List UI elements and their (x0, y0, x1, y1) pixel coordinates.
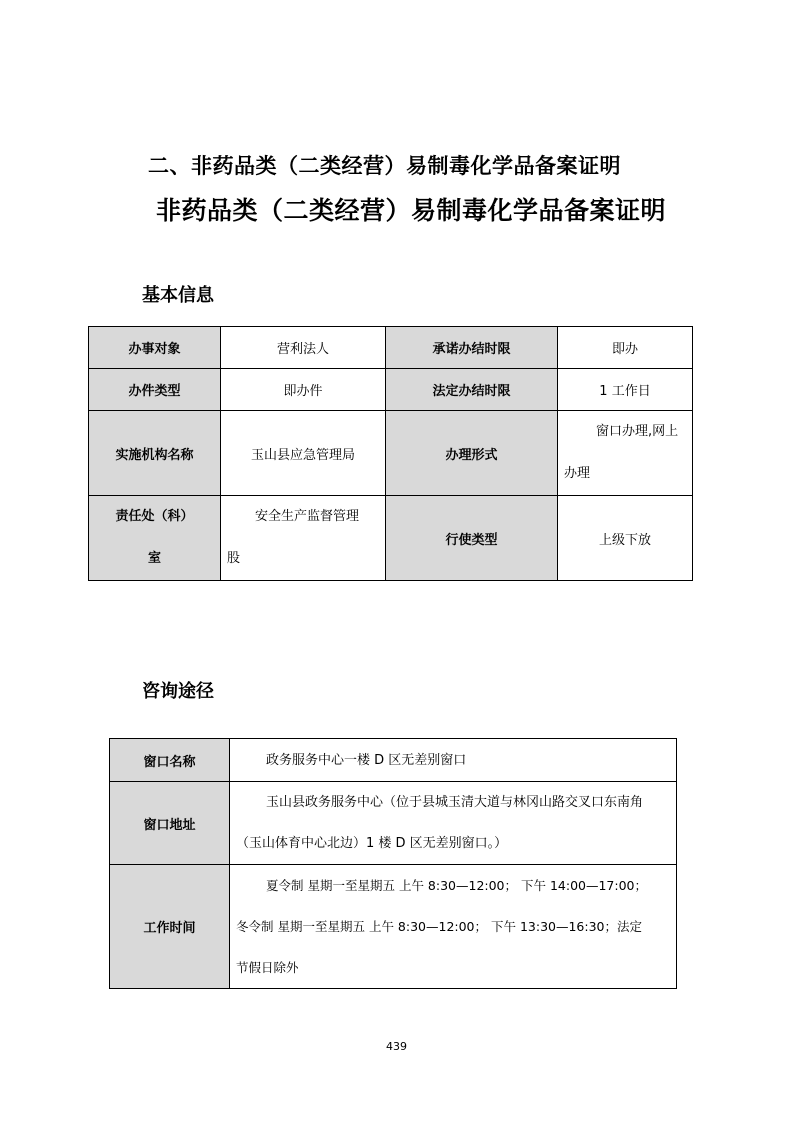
value-case-type: 即办件 (221, 369, 386, 411)
working-hours-line2: 冬令制 星期一至星期五 上午 8:30—12:00； 下午 13:30—16:30；法定 (236, 919, 643, 934)
document-title: 非药品类（二类经营）易制毒化学品备案证明 (156, 196, 667, 225)
value-promised-time: 即办 (558, 327, 693, 369)
table-row (110, 739, 677, 782)
value-responsible-dept (221, 496, 386, 581)
value-legal-time: 1 工作日 (558, 369, 693, 411)
label-exercise-type: 行使类型 (386, 496, 558, 581)
value-agency: 玉山县应急管理局 (221, 411, 386, 496)
table-row (89, 411, 693, 496)
table-row (110, 865, 677, 989)
value-handling-form (558, 411, 693, 496)
label-working-hours: 工作时间 (110, 865, 230, 989)
label-handling-form: 办理形式 (386, 411, 558, 496)
working-hours-line3: 节假日除外 (236, 960, 299, 975)
label-legal-time: 法定办结时限 (386, 369, 558, 411)
label-responsible-dept (89, 496, 221, 581)
consult-table (109, 738, 677, 989)
value-applicant: 营利法人 (221, 327, 386, 369)
page-number: 439 (386, 1040, 407, 1053)
table-row (89, 496, 693, 581)
window-name-text: 政务服务中心一楼 D 区无差别窗口 (266, 752, 467, 768)
label-agency: 实施机构名称 (89, 411, 221, 496)
working-hours-line1: 夏令制 星期一至星期五 上午 8:30—12:00； 下午 14:00—17:00； (266, 878, 648, 893)
value-window-address (230, 782, 677, 865)
value-working-hours (230, 865, 677, 989)
label-window-address: 窗口地址 (110, 782, 230, 865)
table-row (89, 327, 693, 369)
handling-form-line1: 窗口办理,网上 (596, 424, 679, 439)
responsible-dept-label-line2: 室 (147, 551, 161, 566)
label-applicant: 办事对象 (89, 327, 221, 369)
handling-form-line2: 办理 (564, 466, 591, 481)
basic-info-table (88, 326, 693, 581)
value-window-name (230, 739, 677, 782)
basic-info-heading: 基本信息 (142, 285, 214, 306)
responsible-dept-line1: 安全生产监督管理 (255, 509, 360, 524)
responsible-dept-line2: 股 (227, 551, 241, 566)
table-row (110, 782, 677, 865)
table-row (89, 369, 693, 411)
consult-heading: 咨询途径 (142, 681, 214, 702)
section-title: 二、非药品类（二类经营）易制毒化学品备案证明 (148, 154, 621, 178)
value-exercise-type: 上级下放 (558, 496, 693, 581)
window-address-line1: 玉山县政务服务中心（位于县城玉清大道与林冈山路交叉口东南角 (266, 795, 644, 810)
label-promised-time: 承诺办结时限 (386, 327, 558, 369)
label-window-name: 窗口名称 (110, 739, 230, 782)
responsible-dept-label-line1: 责任处（科） (115, 509, 194, 524)
label-case-type: 办件类型 (89, 369, 221, 411)
window-address-line2: （玉山体育中心北边）1 楼 D 区无差别窗口。） (236, 836, 508, 851)
